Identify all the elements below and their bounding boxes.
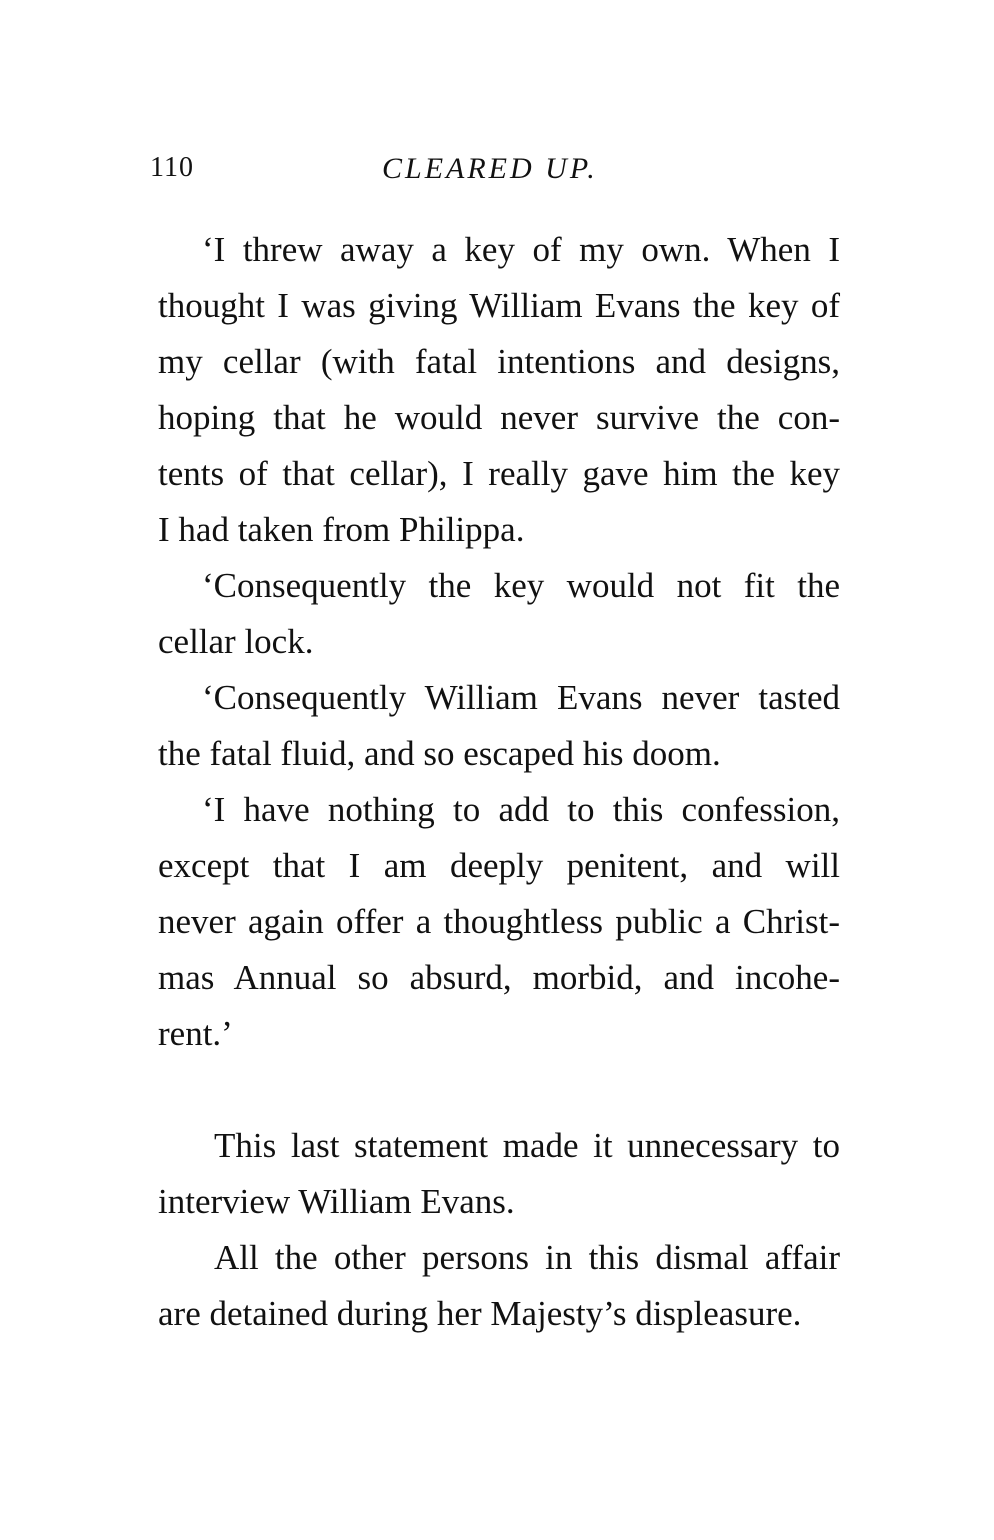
text-line: mas Annual so absurd, morbid, and incohe-: [158, 958, 840, 997]
text-line: tents of that cellar), I really gave him the key: [158, 454, 840, 493]
text-line: the fatal fluid, and so escaped his doom.: [158, 734, 721, 773]
text-line: my cellar (with fatal intentions and designs,: [158, 342, 840, 381]
text-line: All the other persons in this dismal affair: [214, 1238, 840, 1277]
page-number: 110: [150, 152, 194, 183]
text-line: I had taken from Philippa.: [158, 510, 525, 549]
running-title: CLEARED UP.: [382, 152, 598, 185]
section-break: [158, 1062, 840, 1118]
text-line: interview William Evans.: [158, 1182, 515, 1221]
text-line: ‘I have nothing to add to this confession,: [202, 790, 840, 829]
text-line: ‘Consequently the key would not fit the: [202, 566, 840, 605]
body-text: [158, 222, 840, 1342]
text-line: are detained during her Majesty’s displeasure.: [158, 1294, 802, 1333]
running-head: [150, 152, 850, 192]
text-line: hoping that he would never survive the con-: [158, 398, 840, 437]
text-line: This last statement made it unnecessary to: [214, 1126, 840, 1165]
text-line: ‘I threw away a key of my own. When I: [202, 230, 840, 269]
text-line: never again offer a thoughtless public a Christ-: [158, 902, 840, 941]
text-line: rent.’: [158, 1014, 233, 1053]
text-line: ‘Consequently William Evans never tasted: [202, 678, 840, 717]
text-line: thought I was giving William Evans the key of: [158, 286, 840, 325]
text-line: cellar lock.: [158, 622, 314, 661]
text-line: except that I am deeply penitent, and will: [158, 846, 840, 885]
